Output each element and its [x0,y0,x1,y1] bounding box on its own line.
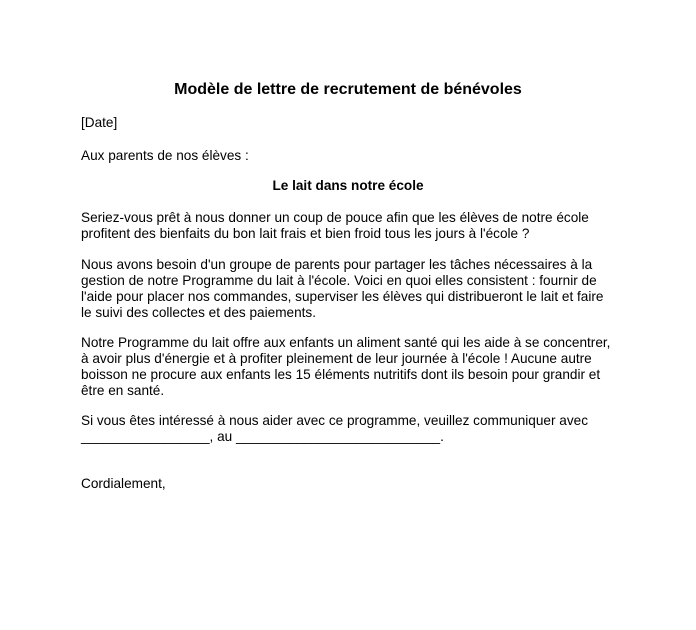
closing: Cordialement, [81,476,166,491]
paragraph-4-line-1: Si vous êtes intéressé à nous aider avec ce programme, veuillez communiquer avec [81,413,588,428]
paragraph-2-line-3: l'aide pour placer nos commandes, superviser les élèves qui distribueront le lait et faire [81,289,604,304]
document-title: Modèle de lettre de recrutement de bénévoles [174,81,522,98]
date-placeholder: [Date] [81,115,118,130]
paragraph-3-line-2: à avoir plus d'énergie et à profiter pleinement de leur journée à l'école ! Aucune autre [81,351,592,366]
paragraph-2-line-2: gestion de notre Programme du lait à l'école. Voici en quoi elles consistent : fournir de [81,273,597,288]
paragraph-3-line-4: être en santé. [81,383,165,398]
paragraph-3-line-3: boisson ne procure aux enfants les 15 éléments nutritifs dont ils besoin pour grandir et [81,367,601,382]
salutation: Aux parents de nos élèves : [81,148,249,163]
paragraph-2-line-1: Nous avons besoin d'un groupe de parents pour partager les tâches nécessaires à la [81,257,593,272]
paragraph-3-line-1: Notre Programme du lait offre aux enfants un aliment santé qui les aide à se concentrer, [81,335,611,350]
paragraph-4-line-2: _________________, au ___________________________. [81,429,444,444]
paragraph-1-line-2: profitent des bienfaits du bon lait frais et bien froid tous les jours à l'école ? [81,226,530,241]
letter-subtitle: Le lait dans notre école [272,178,424,193]
paragraph-1-line-1: Seriez-vous prêt à nous donner un coup de pouce afin que les élèves de notre école [81,210,589,225]
paragraph-2-line-4: le suivi des collectes et des paiements. [81,305,316,320]
